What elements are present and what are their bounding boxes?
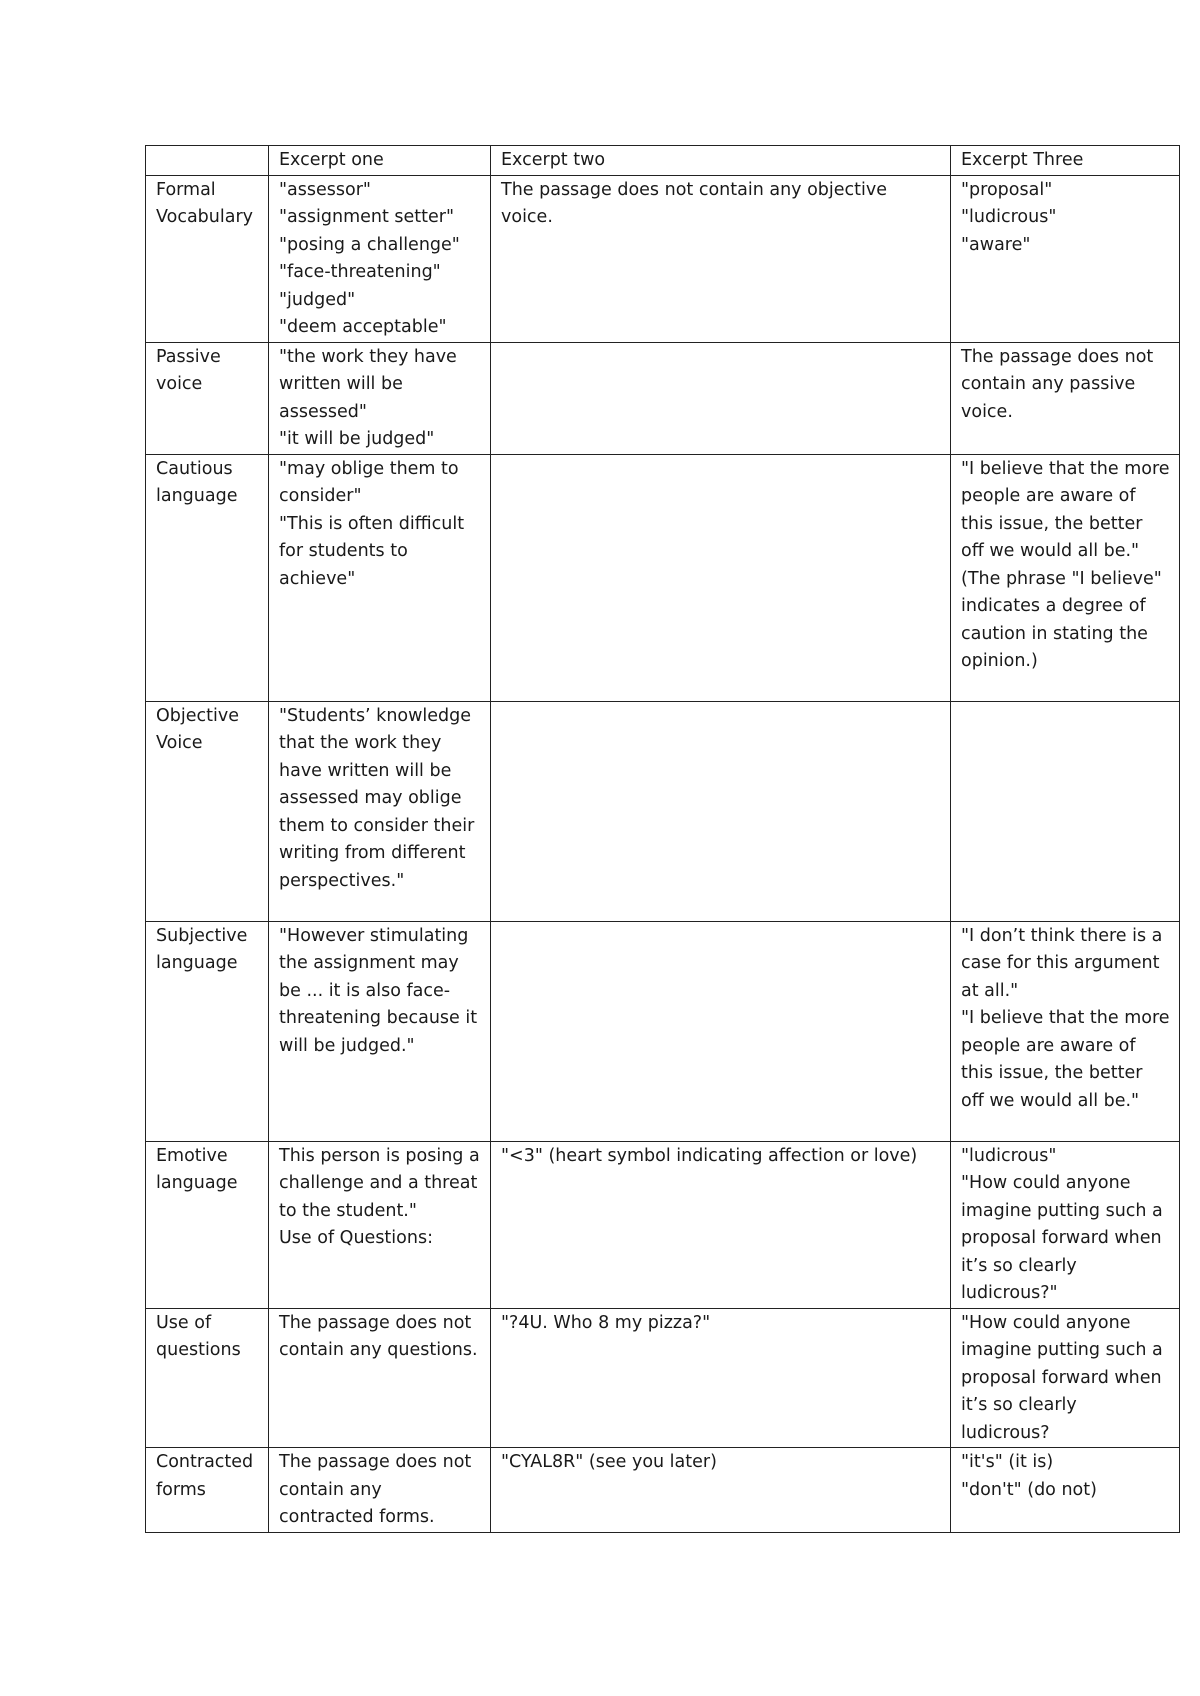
- row-label-cell: [146, 701, 269, 921]
- excerpt-two-cell: [491, 342, 951, 454]
- excerpt-one-cell: [269, 1448, 491, 1533]
- cell-text: "CYAL8R" (see you later): [501, 1452, 717, 1472]
- excerpt-two-cell: [491, 1448, 951, 1533]
- cell-text: The passage does not contain any contracted forms.: [279, 1452, 472, 1527]
- table-row-subjective-language: [146, 921, 1180, 1141]
- language-features-table: [145, 145, 1180, 1533]
- cell-text: "However stimulating the assignment may be ... it is also face-threatening because it will be judged.": [279, 925, 478, 1056]
- cell-text: The passage does not contain any passive voice.: [961, 346, 1154, 422]
- header-cell-excerpt-two: Excerpt two: [491, 146, 951, 176]
- cell-text: "the work they have written will be assessed" "it will be judged": [279, 346, 457, 449]
- cell-text: "How could anyone imagine putting such a proposal forward when it’s so clearly ludicrous?: [961, 1312, 1163, 1443]
- excerpt-two-cell: [491, 1308, 951, 1448]
- excerpt-three-cell: [951, 454, 1180, 701]
- cell-text: "I believe that the more people are aware of this issue, the better off we would all be." (The phrase "I believe" indicates a degree of caution in stating the opinion.): [961, 458, 1170, 671]
- excerpt-three-cell: [951, 175, 1180, 342]
- excerpt-three-cell: [951, 701, 1180, 921]
- table-header-row: [146, 146, 1180, 176]
- header-cell-excerpt-three: Excerpt Three: [951, 146, 1180, 176]
- excerpt-two-cell: [491, 1141, 951, 1308]
- table-row-emotive-language: [146, 1141, 1180, 1308]
- row-label: Objective Voice: [156, 705, 239, 753]
- excerpt-one-cell: [269, 342, 491, 454]
- row-label-cell: [146, 454, 269, 701]
- cell-text: "Students’ knowledge that the work they have written will be assessed may oblige them to consider their writing from different perspectives.": [279, 705, 475, 891]
- excerpt-three-cell: [951, 1141, 1180, 1308]
- table-row-passive-voice: [146, 342, 1180, 454]
- excerpt-two-cell: [491, 175, 951, 342]
- cell-text: "proposal" "ludicrous" "aware": [961, 179, 1057, 255]
- row-label: Contracted forms: [156, 1452, 254, 1500]
- cell-text: "?4U. Who 8 my pizza?": [501, 1312, 711, 1333]
- cell-text: "<3" (heart symbol indicating affection or love): [501, 1145, 918, 1166]
- cell-text: "it's" (it is) "don't" (do not): [961, 1452, 1097, 1500]
- excerpt-one-cell: [269, 1141, 491, 1308]
- row-label: Subjective language: [156, 925, 248, 973]
- excerpt-three-cell: [951, 342, 1180, 454]
- row-label-cell: [146, 1448, 269, 1533]
- excerpt-one-cell: [269, 175, 491, 342]
- row-label-cell: [146, 1141, 269, 1308]
- header-cell-excerpt-one: Excerpt one: [269, 146, 491, 176]
- row-label-cell: [146, 921, 269, 1141]
- excerpt-one-cell: [269, 1308, 491, 1448]
- row-label-cell: [146, 342, 269, 454]
- excerpt-three-cell: [951, 1308, 1180, 1448]
- row-label-cell: [146, 175, 269, 342]
- table-row-cautious-language: [146, 454, 1180, 701]
- cell-text: "ludicrous" "How could anyone imagine putting such a proposal forward when it’s so clearly ludicrous?": [961, 1145, 1163, 1303]
- row-label-cell: [146, 1308, 269, 1448]
- row-label: Use of questions: [156, 1312, 241, 1360]
- excerpt-one-cell: [269, 454, 491, 701]
- excerpt-two-cell: [491, 701, 951, 921]
- row-label: Passive voice: [156, 346, 221, 394]
- excerpt-two-cell: [491, 454, 951, 701]
- cell-text: The passage does not contain any questions.: [279, 1312, 478, 1360]
- cell-text: The passage does not contain any objective voice.: [501, 179, 887, 227]
- table-row-formal-vocabulary: [146, 175, 1180, 342]
- cell-text: "assessor" "assignment setter" "posing a challenge" "face-threatening" "judged" "deem acceptable": [279, 179, 460, 337]
- row-label: Formal Vocabulary: [156, 179, 254, 227]
- excerpt-two-cell: [491, 921, 951, 1141]
- cell-text: "I don’t think there is a case for this argument at all." "I believe that the more people are aware of this issue, the better off we would all be.": [961, 925, 1170, 1111]
- table-row-use-of-questions: [146, 1308, 1180, 1448]
- table-row-contracted-forms: [146, 1448, 1180, 1533]
- table-row-objective-voice: [146, 701, 1180, 921]
- row-label: Emotive language: [156, 1145, 238, 1193]
- row-label: Cautious language: [156, 458, 238, 506]
- cell-text: This person is posing a challenge and a threat to the student." Use of Questions:: [279, 1145, 480, 1248]
- excerpt-one-cell: [269, 701, 491, 921]
- cell-text: "may oblige them to consider" "This is often difficult for students to achieve": [279, 458, 465, 589]
- header-cell-empty: [146, 146, 269, 176]
- excerpt-three-cell: [951, 921, 1180, 1141]
- excerpt-one-cell: [269, 921, 491, 1141]
- excerpt-three-cell: [951, 1448, 1180, 1533]
